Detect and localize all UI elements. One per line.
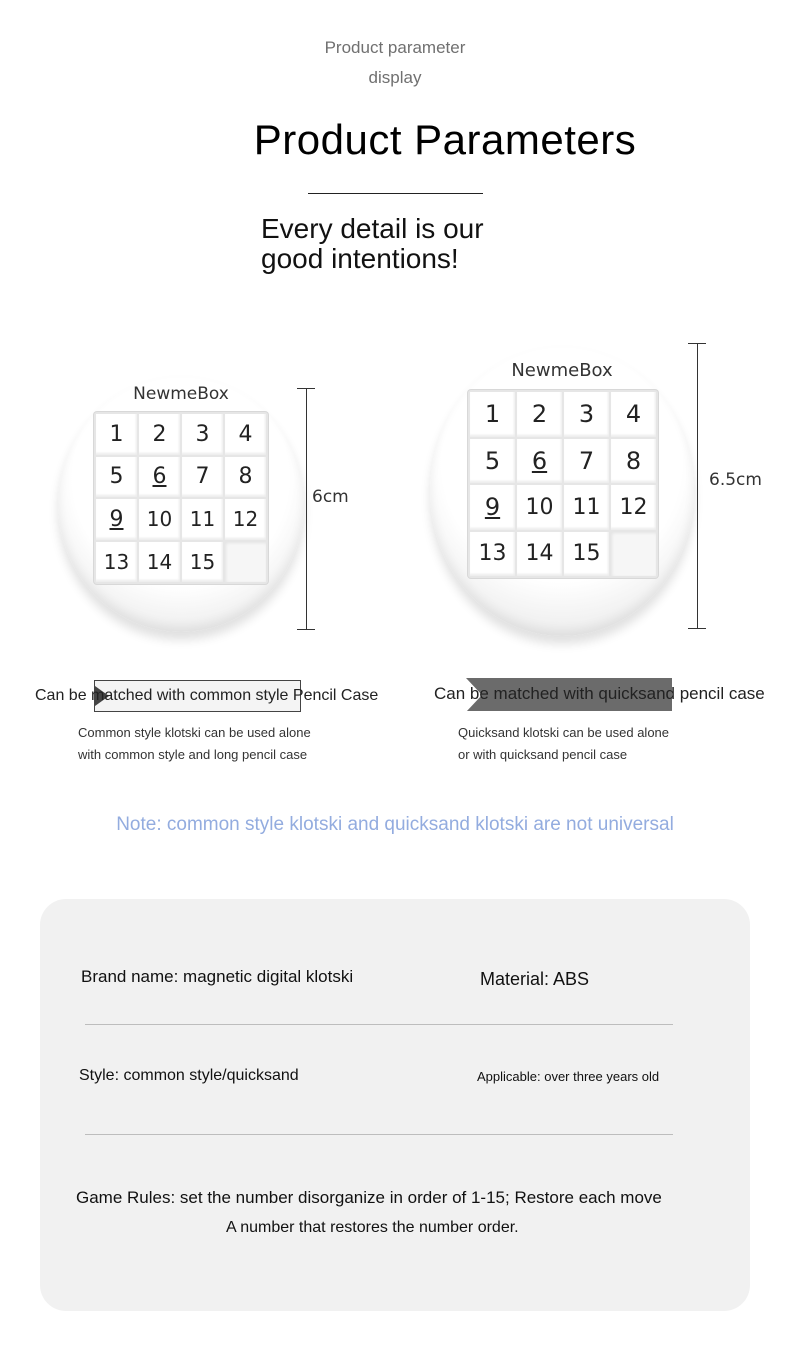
- description-line-1: Quicksand klotski can be used alone: [458, 725, 670, 740]
- tile: 15: [564, 532, 609, 577]
- tile: 2: [139, 414, 180, 455]
- number-grid: [468, 390, 658, 578]
- tile: 9: [96, 499, 137, 540]
- size-label: 6.5cm: [709, 470, 762, 490]
- tagline-line-2: good intentions!: [261, 243, 459, 274]
- description-common-style: [78, 722, 311, 766]
- size-label: 6cm: [312, 487, 349, 507]
- tile: 12: [225, 499, 266, 540]
- tile: 8: [611, 439, 656, 484]
- section-subtitle: [295, 33, 495, 93]
- tile: 11: [182, 499, 223, 540]
- tile: 6: [139, 457, 180, 498]
- tile: 1: [96, 414, 137, 455]
- param-style: Style: common style/quicksand: [79, 1067, 299, 1084]
- tile: 14: [139, 542, 180, 583]
- param-game-rules: Game Rules: set the number disorganize in order of 1-15; Restore each move: [76, 1188, 662, 1207]
- param-divider: [85, 1024, 673, 1025]
- subtitle-line-2: display: [368, 68, 422, 87]
- page-title: Product Parameters: [253, 116, 637, 163]
- tile: 3: [182, 414, 223, 455]
- param-applicable: Applicable: over three years old: [477, 1069, 660, 1084]
- brand-logo: NewmeBox: [133, 384, 229, 404]
- tile: 4: [611, 392, 656, 437]
- description-line-2: or with quicksand pencil case: [458, 747, 628, 762]
- tile-empty-slot: [225, 542, 266, 583]
- dimension-line: [306, 388, 307, 629]
- tile: 2: [517, 392, 562, 437]
- param-game-rules-continued: A number that restores the number order.: [226, 1219, 519, 1236]
- tile: 6: [517, 439, 562, 484]
- tile: 5: [96, 457, 137, 498]
- tile: 10: [139, 499, 180, 540]
- description-quicksand: [458, 722, 669, 766]
- dimension-cap-bottom: [688, 628, 706, 629]
- tile: 15: [182, 542, 223, 583]
- tile: 4: [225, 414, 266, 455]
- dimension-line: [697, 343, 698, 628]
- tagline: [261, 214, 484, 274]
- tile: 13: [96, 542, 137, 583]
- dimension-cap-bottom: [297, 629, 315, 630]
- caption-quicksand: Can be matched with quicksand pencil case: [434, 684, 765, 703]
- subtitle-line-1: Product parameter: [324, 38, 466, 57]
- tile: 7: [564, 439, 609, 484]
- param-divider: [85, 1134, 673, 1135]
- tile: 9: [470, 485, 515, 530]
- brand-logo: NewmeBox: [511, 360, 613, 381]
- tile: 5: [470, 439, 515, 484]
- tile: 12: [611, 485, 656, 530]
- product-image-common-klotski: [58, 376, 304, 632]
- tile: 10: [517, 485, 562, 530]
- description-line-1: Common style klotski can be used alone: [78, 725, 311, 740]
- param-brand-name: Brand name: magnetic digital klotski: [81, 967, 354, 986]
- tile: 14: [517, 532, 562, 577]
- tile: 11: [564, 485, 609, 530]
- tile: 7: [182, 457, 223, 498]
- description-line-2: with common style and long pencil case: [78, 747, 308, 762]
- tile: 1: [470, 392, 515, 437]
- number-grid: [94, 412, 268, 584]
- product-image-quicksand-klotski: [430, 346, 694, 636]
- caption-common-style: Can be matched with common style Pencil Case: [35, 687, 379, 704]
- tagline-line-1: Every detail is our: [261, 213, 484, 244]
- tile-empty-slot: [611, 532, 656, 577]
- parameters-panel: [40, 899, 750, 1311]
- tile: 3: [564, 392, 609, 437]
- tile: 8: [225, 457, 266, 498]
- compatibility-note: Note: common style klotski and quicksand klotski are not universal: [116, 814, 674, 835]
- param-material: Material: ABS: [480, 969, 590, 989]
- tile: 13: [470, 532, 515, 577]
- title-divider: [308, 193, 483, 194]
